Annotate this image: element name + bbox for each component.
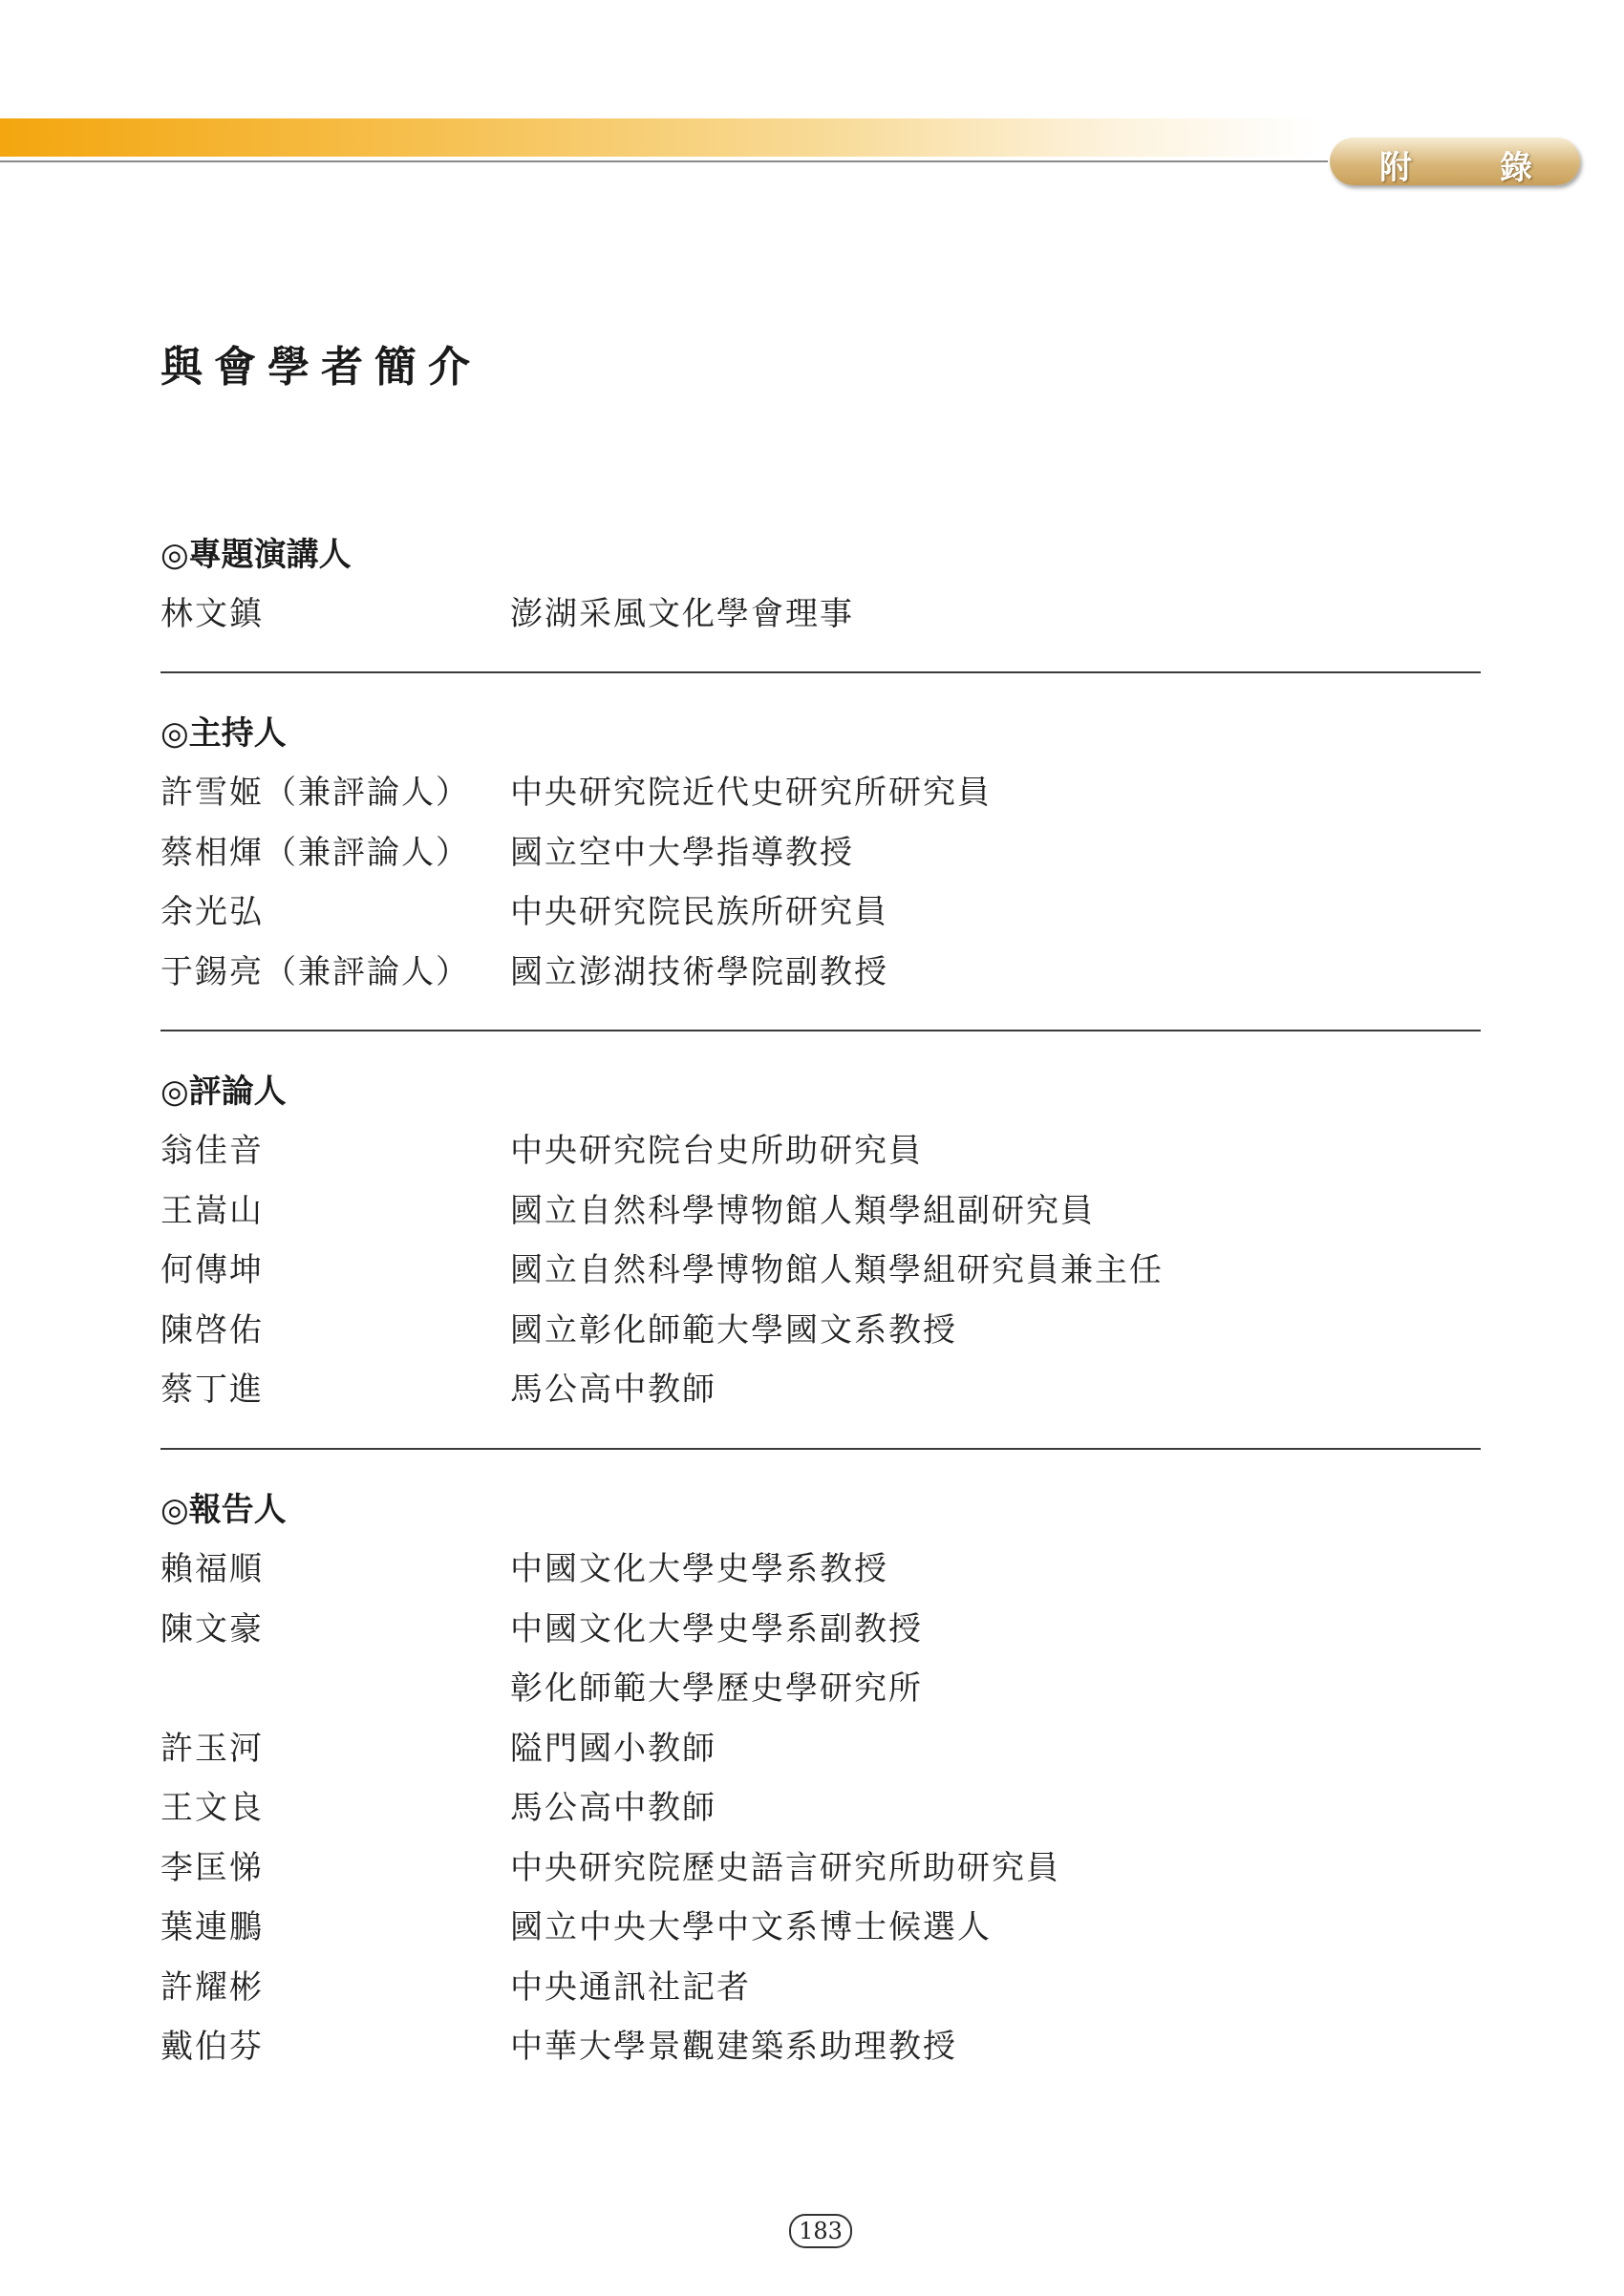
person-affiliation: 馬公高中教師 [510,1789,716,1827]
person-name: 王嵩山 [160,1191,264,1230]
list-item [160,1839,1481,1899]
section-heading: ◎專題演講人 [160,536,352,574]
list-item [160,1600,1481,1660]
section-divider [160,671,1481,673]
list-item [160,882,1481,943]
person-affiliation: 國立空中大學指導教授 [510,833,854,872]
person-name: 李匡悌 [160,1848,264,1887]
section-heading: ◎評論人 [160,1073,287,1111]
person-affiliation: 中央研究院民族所研究員 [510,893,888,931]
section-heading: ◎報告人 [160,1491,287,1529]
person-name: 陳文豪 [160,1609,264,1648]
section-presenters [160,1480,1481,2077]
person-affiliation: 中華大學景觀建築系助理教授 [510,2028,957,2066]
section-heading: ◎主持人 [160,714,287,753]
appendix-badge [1330,138,1580,185]
list-item [160,1540,1481,1600]
header-rule [0,160,1328,162]
list-item [160,1719,1481,1779]
list-item [160,1241,1481,1301]
section-discussants [160,1062,1481,1420]
person-affiliation: 國立自然科學博物館人類學組研究員兼主任 [510,1251,1164,1289]
person-affiliation: 中央研究院歷史語言研究所助研究員 [510,1848,1060,1887]
list-item [160,943,1481,1003]
person-name: 許玉河 [160,1729,264,1768]
list-item [160,1898,1481,1958]
person-name: 于錫亮（兼評論人） [160,952,470,991]
person-affiliation: 澎湖采風文化學會理事 [510,595,854,633]
list-item [160,1121,1481,1181]
list-item [160,1778,1481,1839]
person-name: 許雪姬（兼評論人） [160,774,470,812]
person-name: 翁佳音 [160,1132,264,1170]
list-item [160,1301,1481,1361]
person-affiliation: 中國文化大學史學系副教授 [510,1609,923,1648]
list-item [160,2017,1481,2077]
person-name: 蔡相煇（兼評論人） [160,833,470,872]
person-name: 余光弘 [160,893,264,931]
page-title: 與會學者簡介 [160,343,481,392]
header-gradient-band [0,118,1318,157]
person-name: 王文良 [160,1789,264,1827]
list-item [160,763,1481,823]
person-affiliation: 國立澎湖技術學院副教授 [510,952,888,991]
person-affiliation: 彰化師範大學歷史學研究所 [510,1669,923,1708]
section-moderators [160,704,1481,1002]
list-item [160,823,1481,883]
person-name: 賴福順 [160,1550,264,1588]
person-name: 何傳坤 [160,1251,264,1289]
person-affiliation: 國立彰化師範大學國文系教授 [510,1310,957,1350]
person-affiliation: 中央研究院台史所助研究員 [510,1132,923,1170]
list-item [160,585,1481,645]
page-number: 183 [789,2214,852,2248]
section-keynote-speakers [160,525,1481,645]
person-name: 許耀彬 [160,1967,264,2007]
list-item [160,1181,1481,1242]
appendix-badge-char-1: 附 [1379,149,1412,187]
person-name: 蔡丁進 [160,1371,264,1409]
list-item [160,1958,1481,2018]
person-affiliation: 中央通訊社記者 [510,1967,751,2007]
person-name: 陳啓佑 [160,1310,264,1350]
section-divider [160,1448,1481,1450]
list-item [160,1360,1481,1420]
person-affiliation: 馬公高中教師 [510,1371,716,1409]
appendix-badge-char-2: 錄 [1500,149,1532,187]
person-name: 林文鎮 [160,595,264,633]
person-affiliation: 中央研究院近代史研究所研究員 [510,774,992,812]
person-affiliation: 隘門國小教師 [510,1729,716,1768]
person-name: 葉連鵬 [160,1908,264,1946]
section-divider [160,1030,1481,1031]
person-affiliation: 國立中央大學中文系博士候選人 [510,1908,992,1946]
person-affiliation: 國立自然科學博物館人類學組副研究員 [510,1191,1095,1230]
person-affiliation: 中國文化大學史學系教授 [510,1550,888,1588]
list-item [160,1659,1481,1719]
person-name: 戴伯芬 [160,2028,264,2066]
